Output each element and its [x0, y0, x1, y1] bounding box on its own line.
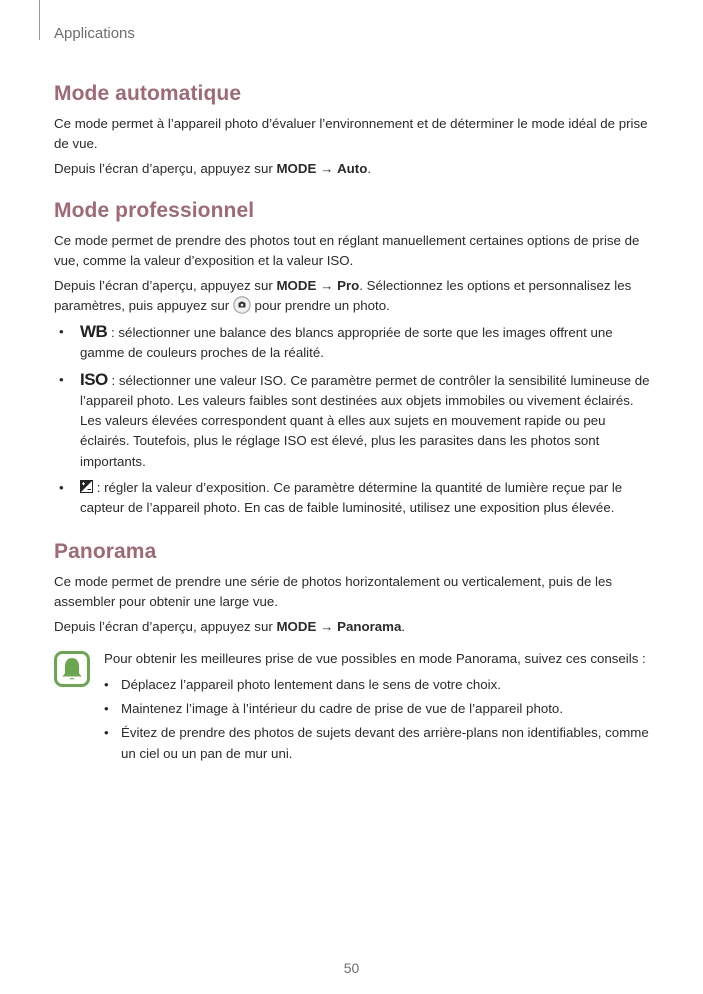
pro-description: Ce mode permet de prendre des photos tout en réglant manuellement certaines options de prise de vue, comme la valeur d’exposition et la valeur ISO.	[54, 233, 640, 268]
mode-keyword: MODE	[276, 618, 317, 634]
arrow: →	[316, 618, 338, 634]
arrow: →	[316, 161, 338, 176]
white-balance-icon: WB	[80, 322, 108, 341]
page-number: 50	[343, 960, 360, 976]
instruction-suffix: pour prendre un photo.	[250, 298, 390, 313]
wb-description: : sélectionner une balance des blancs appropriée de sorte que les images offrent une gamme de couleurs proches de la réalité.	[80, 325, 613, 361]
instruction-suffix: .	[401, 618, 406, 634]
list-item	[104, 699, 654, 719]
instruction-text: Depuis l’écran d’aperçu, appuyez sur	[54, 161, 277, 176]
bullet: •	[59, 480, 64, 496]
pro-options-list	[54, 322, 654, 519]
tip-text: Évitez de prendre des photos de sujets devant des arrière-plans non identifiables, comme un ciel ou un pan de mur uni.	[121, 725, 649, 761]
list-item	[104, 723, 654, 764]
mode-keyword: MODE	[276, 278, 317, 293]
bullet: •	[104, 700, 109, 716]
bell-notice-icon	[54, 651, 90, 687]
list-item	[54, 370, 654, 472]
exposure-value-icon	[80, 479, 93, 492]
list-item	[104, 675, 654, 695]
note-body	[104, 649, 654, 768]
pro-keyword: Pro	[337, 278, 360, 293]
bullet: •	[104, 676, 109, 692]
bullet: •	[59, 371, 64, 387]
list-item	[54, 322, 654, 364]
tip-text: Déplacez l’appareil photo lentement dans le sens de votre choix.	[121, 676, 501, 692]
section-title-pro: Mode professionnel	[54, 199, 255, 222]
instruction-text: . Sélectionnez les options et personnalisez les paramètres, puis appuyez sur	[54, 278, 632, 313]
tips-list	[104, 675, 654, 764]
section-title-auto: Mode automatique	[54, 82, 242, 105]
ev-description: : régler la valeur d’exposition. Ce paramètre détermine la quantité de lumière reçue par le capteur de l’appareil photo. En cas de faible luminosité, utilisez une exposition plus élevée.	[80, 480, 623, 516]
bullet: •	[59, 324, 64, 339]
auto-description: Ce mode permet à l’appareil photo d’évaluer l’environnement et de déterminer le mode idéal de prise de vue.	[54, 116, 648, 151]
tip-note	[54, 649, 654, 768]
iso-description: : sélectionner une valeur ISO. Ce paramètre permet de contrôler la sensibilité lumineuse de l’appareil photo. Les valeurs faibles sont destinées aux objets immobiles ou vivement éclairés. Les valeurs élevées correspondent quant à elles aux sujets en mouvement rapide ou peu éclairés. Toutefois, plus le réglage ISO est élevé, plus les parasites dans les photos sont importants.	[80, 372, 650, 469]
tip-text: Maintenez l’image à l’intérieur du cadre de prise de vue de l’appareil photo.	[121, 700, 564, 716]
auto-instruction	[54, 159, 654, 179]
instruction-text: Depuis l’écran d’aperçu, appuyez sur	[54, 618, 277, 634]
chapter-title: Applications	[54, 25, 135, 42]
instruction-text: Depuis l’écran d’aperçu, appuyez sur	[54, 278, 277, 293]
panorama-instruction	[54, 617, 654, 637]
section-auto-mode	[54, 82, 654, 179]
section-panorama	[54, 540, 654, 768]
auto-keyword: Auto	[337, 161, 368, 176]
mode-keyword: MODE	[276, 161, 317, 176]
pro-instruction	[54, 276, 654, 316]
bullet: •	[104, 725, 109, 741]
panorama-keyword: Panorama	[337, 618, 402, 634]
instruction-suffix: .	[367, 161, 372, 176]
panorama-description: Ce mode permet de prendre une série de photos horizontalement ou verticalement, puis de les assembler pour obtenir une large vue.	[54, 573, 613, 609]
iso-icon: ISO	[80, 369, 108, 389]
page-content	[54, 82, 654, 768]
header-divider	[39, 0, 40, 40]
list-item	[54, 478, 654, 519]
note-intro: Pour obtenir les meilleures prise de vue possibles en mode Panorama, suivez ces conseils :	[104, 650, 646, 666]
section-title-panorama: Panorama	[54, 539, 157, 563]
camera-shutter-icon	[233, 296, 251, 314]
arrow: →	[316, 278, 338, 293]
section-pro-mode	[54, 199, 654, 519]
